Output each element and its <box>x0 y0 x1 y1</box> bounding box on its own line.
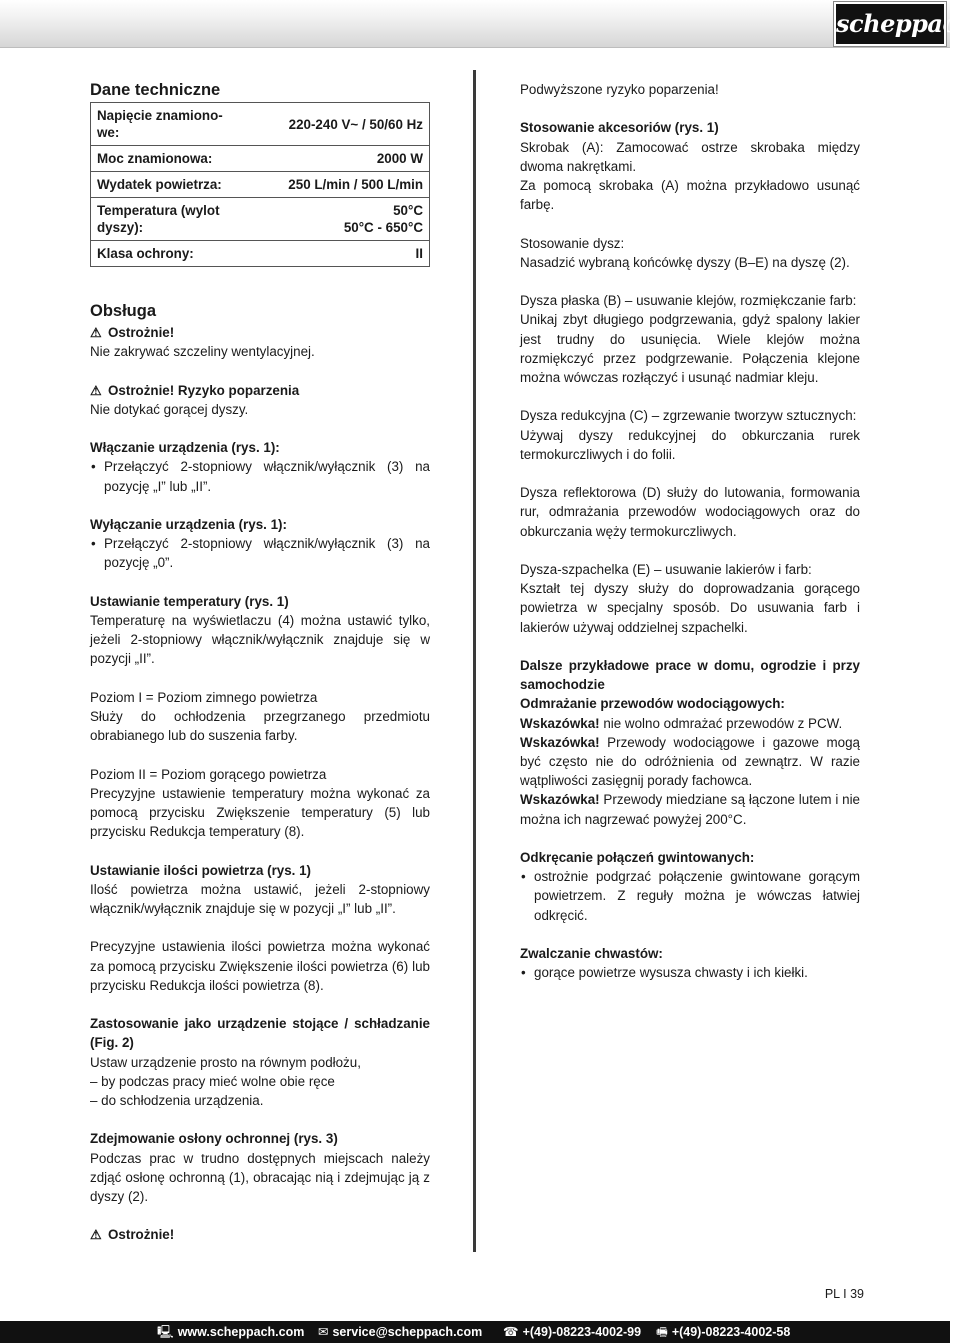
spec-value-line: 50°C <box>393 203 423 218</box>
caution-text: Nie dotykać gorącej dyszy. <box>90 401 249 417</box>
header-bar <box>0 0 974 48</box>
paragraph: Poziom I = Poziom zimnego powietrza <box>90 689 318 705</box>
section-heading: Wyłączanie urządzenia (rys. 1): <box>90 516 287 532</box>
column-divider <box>473 70 476 1252</box>
paragraph: Precyzyjne ustawienia ilości powietrza można wykonać za pomocą przycisku Zwiększenie ilości powietrza (6) lub przycisku Redukcja ilości powietrza (8). <box>90 939 430 993</box>
section-heading: Zastosowanie jako urządzenie stojące / schładzanie (Fig. 2) <box>90 1016 430 1051</box>
warning-triangle-icon: ⚠ <box>90 325 102 340</box>
bullet-list <box>90 534 430 572</box>
computer-icon: 🖳 <box>157 1325 174 1339</box>
tip-text: nie wolno odmrażać przewodów z PCW. <box>599 715 843 731</box>
paragraph: Kształt tej dyszy służy do doprowadzania gorącego powietrza w specjalny sposób. Do usuwania farb i lakierów używaj oddzielnej szpachelki. <box>520 581 860 635</box>
paragraph: Stosowanie dysz: <box>520 235 625 251</box>
spec-value-line: 50°C - 650°C <box>343 220 423 235</box>
spec-row <box>91 103 430 146</box>
spec-value: II <box>241 241 430 267</box>
paragraph: Ustaw urządzenie prosto na równym podłożu, <box>90 1054 361 1070</box>
left-column <box>90 80 430 1245</box>
footer-email[interactable] <box>318 1321 482 1343</box>
tip-paragraph <box>520 790 860 828</box>
section-heading: Odkręcanie połączeń gwintowanych: <box>520 850 755 865</box>
caution-title: Ostrożnie! <box>108 325 175 340</box>
paragraph: Poziom II = Poziom gorącego powietrza <box>90 766 327 782</box>
caution-heading <box>90 1225 430 1244</box>
spec-value: 220-240 V~ / 50/60 Hz <box>241 103 430 146</box>
paragraph: Ilość powietrza można ustawić, jeżeli 2-stopniowy włącznik/wyłącznik znajduje się w pozycji „I” lub „II”. <box>90 881 430 916</box>
paragraph: – by podczas pracy mieć wolne obie ręce <box>90 1073 335 1089</box>
caution-title: Ostrożnie! <box>108 1227 175 1243</box>
phone-icon: ☎ <box>503 1325 519 1339</box>
section-heading: Dalsze przykładowe prace w domu, ogrodzie i przy samochodzie <box>520 657 860 693</box>
spec-row <box>91 172 430 198</box>
list-item: • Przełączyć 2-stopniowy włącznik/wyłącznik (3) na pozycję „0”. <box>90 534 430 572</box>
spec-value: 250 L/min / 500 L/min <box>241 172 430 198</box>
footer-phone-text: +(49)-08223-4002-99 <box>522 1325 642 1339</box>
paragraph: Służy do ochłodzenia przegrzanego przedmiotu obrabianego lub do suszenia farby. <box>90 708 430 744</box>
spec-label: Wydatek powietrza: <box>91 172 241 198</box>
fax-icon: 🖷 <box>656 1325 668 1339</box>
list-item: • gorące powietrze wysusza chwasty i ich kiełki. <box>520 963 860 982</box>
paragraph: Używaj dyszy redukcyjnej do obkurczania rurek termokurczliwych i do folii. <box>520 427 860 462</box>
list-item: • Przełączyć 2-stopniowy włącznik/wyłącznik (3) na pozycję „I” lub „II”. <box>90 457 430 495</box>
envelope-icon: ✉ <box>318 1325 329 1339</box>
footer-fax-text: +(49)-08223-4002-58 <box>671 1325 791 1339</box>
bullet-list <box>90 457 430 495</box>
section-heading: Ustawianie ilości powietrza (rys. 1) <box>90 862 312 878</box>
spec-row <box>91 146 430 172</box>
warning-triangle-icon: ⚠ <box>90 382 102 398</box>
section-heading: Włączanie urządzenia (rys. 1): <box>90 440 280 456</box>
section-heading: Zwalczanie chwastów: <box>520 946 663 961</box>
tip-label: Wskazówka! <box>520 792 600 808</box>
operation-heading: Obsługa <box>90 302 157 320</box>
tip-label: Wskazówka! <box>520 715 600 731</box>
caution-title: Ostrożnie! Ryzyko poparzenia <box>108 382 300 398</box>
paragraph: Dysza-szpachelka (E) – usuwanie lakierów i farb: <box>520 561 812 577</box>
spec-label: Moc znamionowa: <box>91 146 241 172</box>
footer-email-text: service@scheppach.com <box>332 1325 483 1339</box>
paragraph: Podczas prac w trudno dostępnych miejscach należy zdjąć osłonę ochronną (1), obracając nią i zdejmując ją z dyszy (2). <box>90 1150 430 1204</box>
spec-table <box>90 102 430 267</box>
paragraph: Temperaturę na wyświetlaczu (4) można ustawić tylko, jeżeli 2-stopniowy włącznik/wyłącznik znajduje się w pozycji „II”. <box>90 612 430 667</box>
tip-label: Wskazówka! <box>520 734 600 750</box>
paragraph: Za pomocą skrobaka (A) można przykładowo usunąć farbę. <box>520 178 860 213</box>
paragraph: Precyzyjne ustawienie temperatury można wykonać za pomocą przycisku Zwiększenie temperatury (5) lub przycisku Redukcja temperatury (8). <box>90 785 430 840</box>
warning-triangle-icon: ⚠ <box>90 1227 102 1243</box>
bullet-list <box>520 867 860 925</box>
paragraph: Dysza płaska (B) – usuwanie klejów, rozmiękczanie farb: <box>520 293 857 309</box>
caution-heading <box>90 323 430 342</box>
paragraph: Podwyższone ryzyko poparzenia! <box>520 82 719 97</box>
spec-value <box>241 198 430 241</box>
caution-heading <box>90 381 430 400</box>
footer-fax <box>656 1321 790 1343</box>
footer-phone[interactable] <box>503 1321 641 1343</box>
spec-label: Klasa ochrony: <box>91 241 241 267</box>
section-heading: Odmrażanie przewodów wodociągowych: <box>520 696 785 712</box>
paragraph: Dysza reflektorowa (D) służy do lutowania, formowania rur, odmrażania przewodów wodociągowych oraz do obkurczania węży termokurczliwych. <box>520 485 860 539</box>
list-item: • ostrożnie podgrzać połączenie gwintowane gorącym powietrzem. Z reguły można je wówczas łatwiej odkręcić. <box>520 867 860 925</box>
tip-paragraph <box>520 714 860 733</box>
tip-text: Przewody miedziane są łączone lutem i nie można ich nagrzewać powyżej 200°C. <box>520 792 860 827</box>
paragraph: Nasadzić wybraną końcówkę dyszy (B–E) na dyszę (2). <box>520 254 850 270</box>
bullet-list <box>520 963 860 982</box>
spec-row <box>91 198 430 241</box>
tip-text: Przewody wodociągowe i gazowe mogą być często nie do odróżnienia od zewnątrz. W razie wątpliwości zasięgnij porady fachowca. <box>520 734 860 789</box>
paragraph: Skrobak (A): Zamocować ostrze skrobaka między dwoma nakrętkami. <box>520 139 860 174</box>
spec-label: Napięcie znamiono-we: <box>91 103 241 146</box>
scheppach-logo: scheppach <box>834 2 946 46</box>
tech-data-heading: Dane techniczne <box>90 81 221 99</box>
spec-row <box>91 241 430 267</box>
tip-paragraph <box>520 733 860 791</box>
section-heading: Ustawianie temperatury (rys. 1) <box>90 593 289 609</box>
footer-bar <box>0 1321 950 1343</box>
paragraph: Dysza redukcyjna (C) – zgrzewanie tworzyw sztucznych: <box>520 408 857 424</box>
footer-web[interactable] <box>157 1321 304 1343</box>
spec-label: Temperatura (wylot dyszy): <box>91 198 241 241</box>
page-number: PL I 39 <box>824 1287 864 1301</box>
right-column <box>520 80 860 982</box>
caution-text: Nie zakrywać szczeliny wentylacyjnej. <box>90 344 315 360</box>
paragraph: Unikaj zbyt długiego podgrzewania, gdyż spalony lakier jest trudny do usunięcia. Wiele klejów można rozmiękczyć przez podgrzewanie. Połączenia klejone można wówczas rozłączyć i usunąć nadmiar kleju. <box>520 312 860 385</box>
paragraph: – do schłodzenia urządzenia. <box>90 1092 264 1108</box>
section-heading: Zdejmowanie osłony ochronnej (rys. 3) <box>90 1131 338 1147</box>
footer-web-text: www.scheppach.com <box>177 1325 305 1339</box>
section-heading: Stosowanie akcesoriów (rys. 1) <box>520 120 719 136</box>
spec-value: 2000 W <box>241 146 430 172</box>
